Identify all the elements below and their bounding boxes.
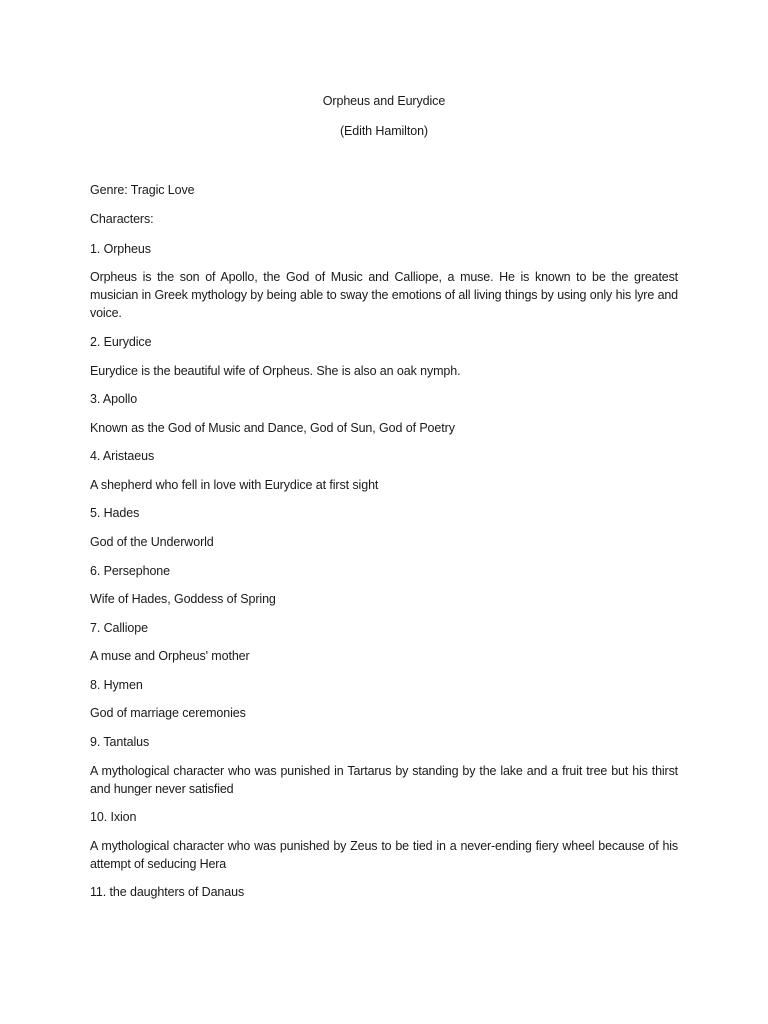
character-description-hades: God of the Underworld: [90, 535, 214, 549]
character-description-apollo: Known as the God of Music and Dance, God of Sun, God of Poetry: [90, 421, 455, 435]
character-description-orpheus: Orpheus is the son of Apollo, the God of Music and Calliope, a muse. He is known to be the greatest musician in Greek mythology by being able to sway the emotions of all living things by using only his lyre and voice.: [90, 270, 678, 320]
character-heading-tantalus: 9. Tantalus: [90, 735, 150, 749]
document-author: (Edith Hamilton): [339, 124, 428, 138]
character-heading-hades: 5. Hades: [90, 506, 140, 520]
character-heading-ixion: 10. Ixion: [90, 810, 137, 824]
character-description-ixion: A mythological character who was punished by Zeus to be tied in a never-ending fiery wheel because of his attempt of seducing Hera: [90, 839, 678, 871]
character-description-persephone: Wife of Hades, Goddess of Spring: [90, 592, 276, 606]
character-description-calliope: A muse and Orpheus' mother: [90, 649, 250, 663]
character-heading-danaus-daughters: 11. the daughters of Danaus: [90, 885, 245, 899]
character-heading-eurydice: 2. Eurydice: [90, 335, 152, 349]
character-description-aristaeus: A shepherd who fell in love with Eurydice at first sight: [90, 478, 379, 492]
character-heading-calliope: 7. Calliope: [90, 621, 148, 635]
document-title: Orpheus and Eurydice: [322, 94, 446, 108]
character-description-hymen: God of marriage ceremonies: [90, 706, 246, 720]
character-heading-aristaeus: 4. Aristaeus: [90, 449, 155, 463]
character-heading-persephone: 6. Persephone: [90, 564, 171, 578]
characters-heading: Characters:: [90, 212, 154, 226]
character-description-tantalus: A mythological character who was punished in Tartarus by standing by the lake and a fruit tree but his thirst and hunger never satisfied: [90, 764, 678, 796]
character-heading-apollo: 3. Apollo: [90, 392, 138, 406]
character-heading-orpheus: 1. Orpheus: [90, 242, 151, 256]
genre-line: Genre: Tragic Love: [90, 183, 195, 197]
character-heading-hymen: 8. Hymen: [90, 678, 143, 692]
character-description-eurydice: Eurydice is the beautiful wife of Orpheus. She is also an oak nymph.: [90, 364, 461, 378]
